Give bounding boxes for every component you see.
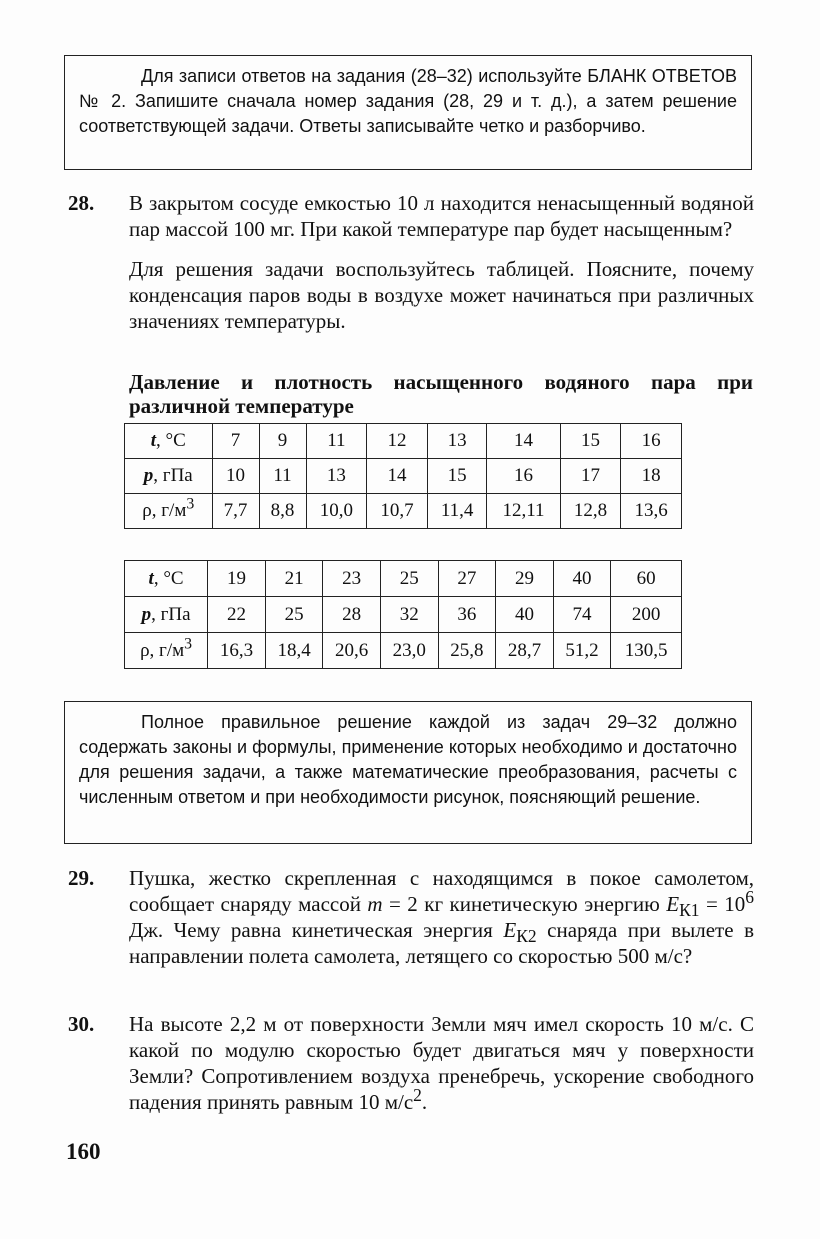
table-cell: 51,2 bbox=[553, 633, 611, 669]
table-cell: 60 bbox=[611, 561, 682, 597]
table-cell: 15 bbox=[427, 459, 487, 494]
table-cell: 27 bbox=[438, 561, 496, 597]
table-cell: 19 bbox=[208, 561, 266, 597]
table-cell: 13 bbox=[306, 459, 367, 494]
problem-number: 28. bbox=[68, 191, 95, 215]
table-cell: 7 bbox=[212, 424, 259, 459]
table-cell: 8,8 bbox=[259, 494, 306, 529]
answer-instructions-box bbox=[64, 55, 752, 170]
table-cell: 25 bbox=[380, 561, 438, 597]
table-cell: 16 bbox=[621, 424, 682, 459]
table-cell: 200 bbox=[611, 597, 682, 633]
table-cell: 18 bbox=[621, 459, 682, 494]
table-cell: 10,7 bbox=[367, 494, 428, 529]
table-cell: 74 bbox=[553, 597, 611, 633]
problem-text: В закрытом сосуде емкостью 10 л находится ненасыщенный водяной пар массой 100 мг. При какой температуре пар будет насыщенным? bbox=[129, 191, 754, 241]
table-cell: 36 bbox=[438, 597, 496, 633]
problem-29 bbox=[68, 865, 754, 969]
table-cell: 10,0 bbox=[306, 494, 367, 529]
table-cell: 12 bbox=[367, 424, 428, 459]
table-cell: 18,4 bbox=[265, 633, 323, 669]
table-cell: 23 bbox=[323, 561, 381, 597]
table-row-temperature bbox=[125, 424, 682, 459]
problem-30 bbox=[68, 1011, 754, 1115]
row-label-density: ρ, $г/м^3$ bbox=[125, 494, 213, 529]
table-title: Давление и плотность насыщенного водяного пара при различной температуре bbox=[129, 370, 753, 418]
problem-text: На высоте 2,2 м от поверхности Земли мяч имел скорость 10 м/с. С какой по модулю скоростью будет двигаться мяч у поверхности Земли? Сопротивлением воздуха пренебречь, ускорение свободного падения принять равным 10 $м/с^2$. bbox=[129, 1012, 754, 1114]
table-cell: 23,0 bbox=[380, 633, 438, 669]
problem-text-hint: Для решения задачи воспользуйтесь таблицей. Поясните, почему конденсация паров воды в воздухе может начинаться при различных значениях температуры. bbox=[129, 257, 754, 333]
table-cell: 11 bbox=[306, 424, 367, 459]
table-row-density bbox=[125, 633, 682, 669]
table-cell: 13,6 bbox=[621, 494, 682, 529]
table-cell: 12,8 bbox=[560, 494, 621, 529]
problem-text: Пушка, жестко скрепленная с находящимся в покое самолетом, сообщает снаряду массой m = 2 кг кинетическую энергию $E_{К1} = 10^6$ Дж. Чему равна кинетическая энергия $E_{К2}$ снаряда при вылете в направлении полета самолета, летящего со скоростью 500 м/с? bbox=[129, 866, 754, 968]
table-cell: 21 bbox=[265, 561, 323, 597]
vapor-table-2 bbox=[124, 560, 682, 669]
table-cell: 28 bbox=[323, 597, 381, 633]
table-cell: 14 bbox=[487, 424, 560, 459]
table-cell: 25 bbox=[265, 597, 323, 633]
solution-requirements-text: Полное правильное решение каждой из задач 29–32 должно содержать законы и формулы, применение которых необходимо и достаточно для решения задачи, а также математические преобразования, расчеты с численным ответом и при необходимости рисунок, поясняющий решение. bbox=[79, 712, 737, 807]
row-label-density: ρ, $г/м^3$ bbox=[125, 633, 208, 669]
table-cell: 16 bbox=[487, 459, 560, 494]
table-cell: 16,3 bbox=[208, 633, 266, 669]
table-cell: 7,7 bbox=[212, 494, 259, 529]
table-cell: 9 bbox=[259, 424, 306, 459]
table-cell: 32 bbox=[380, 597, 438, 633]
problem-28 bbox=[68, 190, 754, 334]
solution-requirements-box bbox=[64, 701, 752, 844]
table-row-density bbox=[125, 494, 682, 529]
table-row-temperature bbox=[125, 561, 682, 597]
table-cell: 40 bbox=[553, 561, 611, 597]
table-cell: 14 bbox=[367, 459, 428, 494]
table-cell: 13 bbox=[427, 424, 487, 459]
table-cell: 25,8 bbox=[438, 633, 496, 669]
page-number: 160 bbox=[66, 1139, 101, 1164]
vapor-table-1 bbox=[124, 423, 682, 529]
table-cell: 12,11 bbox=[487, 494, 560, 529]
table-row-pressure bbox=[125, 459, 682, 494]
table-cell: 29 bbox=[496, 561, 554, 597]
table-cell: 11,4 bbox=[427, 494, 487, 529]
table-cell: 20,6 bbox=[323, 633, 381, 669]
problem-number: 29. bbox=[68, 866, 95, 890]
table-row-pressure bbox=[125, 597, 682, 633]
row-label-pressure: p, гПа bbox=[125, 459, 213, 494]
table-cell: 28,7 bbox=[496, 633, 554, 669]
table-cell: 11 bbox=[259, 459, 306, 494]
row-label-pressure: p, гПа bbox=[125, 597, 208, 633]
table-cell: 40 bbox=[496, 597, 554, 633]
table-cell: 130,5 bbox=[611, 633, 682, 669]
table-cell: 22 bbox=[208, 597, 266, 633]
row-label-temperature: t, °C bbox=[125, 561, 208, 597]
table-cell: 15 bbox=[560, 424, 621, 459]
table-cell: 17 bbox=[560, 459, 621, 494]
table-cell: 10 bbox=[212, 459, 259, 494]
problem-number: 30. bbox=[68, 1012, 95, 1036]
row-label-temperature: t, °C bbox=[125, 424, 213, 459]
answer-instructions-text: Для записи ответов на задания (28–32) используйте БЛАНК ОТВЕТОВ № 2. Запишите сначала номер задания (28, 29 и т. д.), а затем решение соответствующей задачи. Ответы записывайте четко и разборчиво. bbox=[79, 66, 737, 136]
